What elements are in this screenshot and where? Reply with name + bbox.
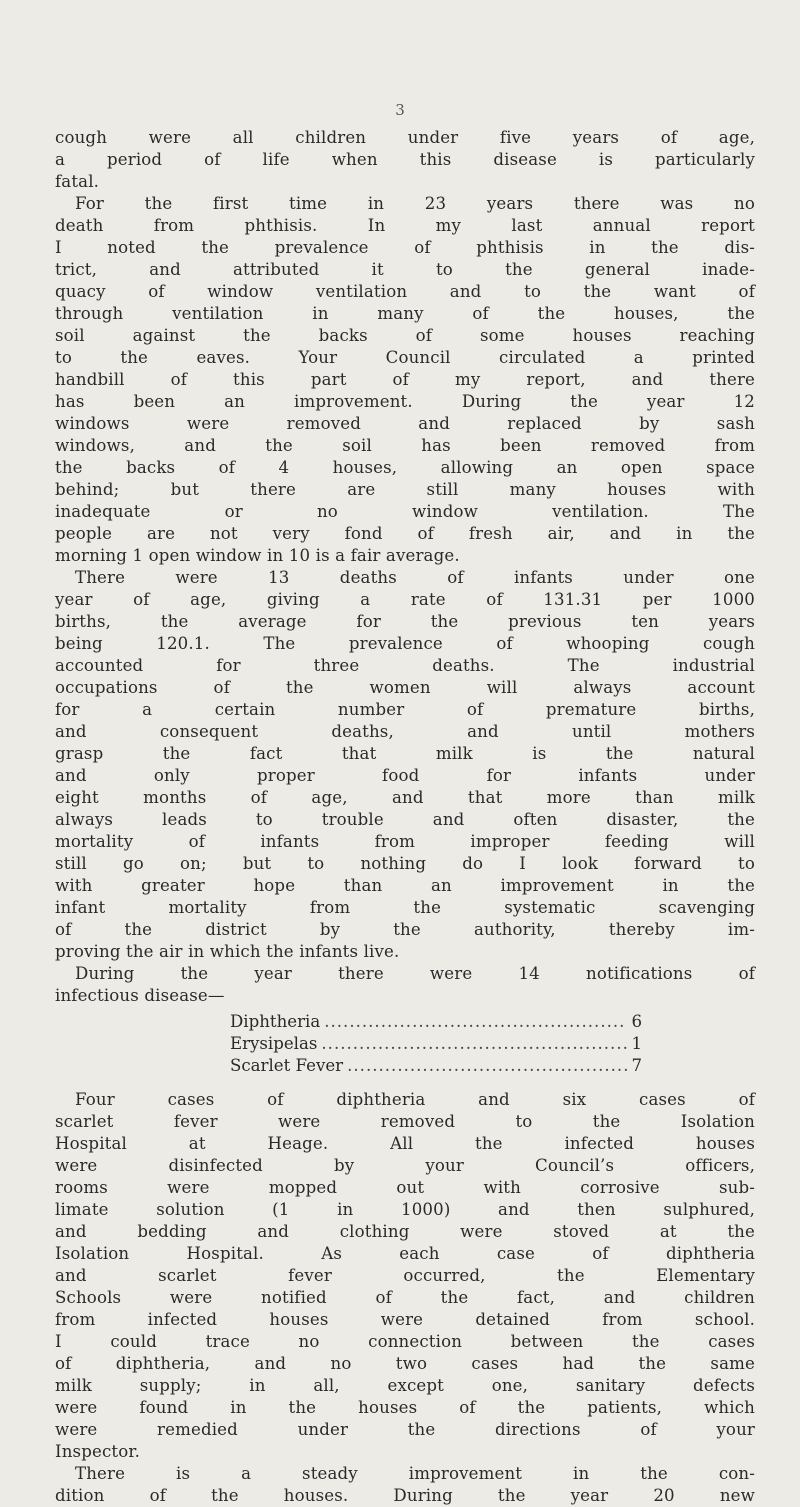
text-line: and scarlet fever occurred, the Elementary bbox=[55, 1266, 755, 1285]
text-line: eight months of age, and that more than milk bbox=[55, 788, 755, 807]
paragraph-whooping-cough bbox=[55, 127, 755, 193]
text-line: always leads to trouble and often disaster, the bbox=[55, 810, 755, 829]
text-line: infant mortality from the systematic scavenging bbox=[55, 898, 755, 917]
text-line: death from phthisis. In my last annual report bbox=[55, 216, 755, 235]
page-body bbox=[55, 127, 755, 1507]
text-line: handbill of this part of my report, and there bbox=[55, 370, 755, 389]
text-line: I could trace no connection between the cases bbox=[55, 1332, 755, 1351]
text-line: and bedding and clothing were stoved at the bbox=[55, 1222, 755, 1241]
text-line: quacy of window ventilation and to the want of bbox=[55, 282, 755, 301]
text-line: Schools were notified of the fact, and children bbox=[55, 1288, 755, 1307]
paragraph-houses bbox=[55, 1463, 755, 1507]
text-line: windows were removed and replaced by sash bbox=[55, 414, 755, 433]
text-line: were found in the houses of the patients, which bbox=[55, 1398, 755, 1417]
text-line: dition of the houses. During the year 20 new bbox=[55, 1486, 755, 1505]
text-line: for a certain number of premature births, bbox=[55, 700, 755, 719]
text-line: accounted for three deaths. The industrial bbox=[55, 656, 755, 675]
text-line: were remedied under the directions of your bbox=[55, 1420, 755, 1439]
text-line: the backs of 4 houses, allowing an open space bbox=[55, 458, 755, 477]
text-line: mortality of infants from improper feeding will bbox=[55, 832, 755, 851]
text-line: Four cases of diphtheria and six cases of bbox=[75, 1090, 755, 1109]
text-line: a period of life when this disease is particularly bbox=[55, 150, 755, 169]
text-line: people are not very fond of fresh air, and in the bbox=[55, 524, 755, 543]
text-line: scarlet fever were removed to the Isolation bbox=[55, 1112, 755, 1131]
disease-name: Erysipelas bbox=[230, 1034, 318, 1053]
text-line: For the first time in 23 years there was no bbox=[75, 194, 755, 213]
text-line: milk supply; in all, except one, sanitary defects bbox=[55, 1376, 755, 1395]
text-line: still go on; but to nothing do I look forward to bbox=[55, 854, 755, 873]
text-line: were disinfected by your Council’s officers, bbox=[55, 1156, 755, 1175]
text-line: Hospital at Heage. All the infected houses bbox=[55, 1134, 755, 1153]
table-row bbox=[230, 1055, 642, 1077]
table-row bbox=[230, 1033, 642, 1055]
text-line: There were 13 deaths of infants under one bbox=[75, 568, 755, 587]
text-line: of the district by the authority, thereby im- bbox=[55, 920, 755, 939]
text-line: grasp the fact that milk is the natural bbox=[55, 744, 755, 763]
text-line: births, the average for the previous ten years bbox=[55, 612, 755, 631]
text-line: soil against the backs of some houses reaching bbox=[55, 326, 755, 345]
text-line: of diphtheria, and no two cases had the same bbox=[55, 1354, 755, 1373]
disease-count: 6 bbox=[631, 1012, 642, 1031]
text-line: I noted the prevalence of phthisis in the dis- bbox=[55, 238, 755, 257]
text-line: from infected houses were detained from school. bbox=[55, 1310, 755, 1329]
text-line: to the eaves. Your Council circulated a printed bbox=[55, 348, 755, 367]
text-line: proving the air in which the infants live. bbox=[55, 942, 400, 961]
disease-name: Diphtheria bbox=[230, 1012, 321, 1031]
text-line: trict, and attributed it to the general inade- bbox=[55, 260, 755, 279]
spacer bbox=[55, 1077, 755, 1089]
text-line: through ventilation in many of the houses, the bbox=[55, 304, 755, 323]
disease-count: 7 bbox=[631, 1056, 642, 1075]
text-line: has been an improvement. During the year 12 bbox=[55, 392, 755, 411]
paragraph-infant-mortality bbox=[55, 567, 755, 963]
text-line: There is a steady improvement in the con- bbox=[75, 1464, 755, 1483]
text-line: cough were all children under five years of age, bbox=[55, 128, 755, 147]
text-line: infectious disease— bbox=[55, 986, 225, 1005]
text-line: rooms were mopped out with corrosive sub- bbox=[55, 1178, 755, 1197]
text-line: with greater hope than an improvement in the bbox=[55, 876, 755, 895]
text-line: being 120.1. The prevalence of whooping cough bbox=[55, 634, 755, 653]
text-line: morning 1 open window in 10 is a fair average. bbox=[55, 546, 460, 565]
text-line: inadequate or no window ventilation. The bbox=[55, 502, 755, 521]
text-line: Isolation Hospital. As each case of diphtheria bbox=[55, 1244, 755, 1263]
text-line: year of age, giving a rate of 131.31 per 1000 bbox=[55, 590, 755, 609]
dot-leader bbox=[347, 1055, 627, 1077]
text-line: and only proper food for infants under bbox=[55, 766, 755, 785]
paragraph-isolation bbox=[55, 1089, 755, 1463]
text-line: During the year there were 14 notifications of bbox=[75, 964, 755, 983]
dot-leader bbox=[324, 1011, 627, 1033]
page-number: 3 bbox=[395, 101, 405, 119]
paragraph-phthisis bbox=[55, 193, 755, 567]
text-line: behind; but there are still many houses with bbox=[55, 480, 755, 499]
text-line: Inspector. bbox=[55, 1442, 141, 1461]
text-line: windows, and the soil has been removed from bbox=[55, 436, 755, 455]
text-line: limate solution (1 in 1000) and then sulphured, bbox=[55, 1200, 755, 1219]
dot-leader bbox=[321, 1033, 627, 1055]
disease-count: 1 bbox=[631, 1034, 642, 1053]
text-line: and consequent deaths, and until mothers bbox=[55, 722, 755, 741]
text-line: occupations of the women will always account bbox=[55, 678, 755, 697]
notifications-table bbox=[230, 1011, 642, 1077]
table-row bbox=[230, 1011, 642, 1033]
disease-name: Scarlet Fever bbox=[230, 1056, 344, 1075]
paragraph-notifications bbox=[55, 963, 755, 1007]
text-line: fatal. bbox=[55, 172, 100, 191]
